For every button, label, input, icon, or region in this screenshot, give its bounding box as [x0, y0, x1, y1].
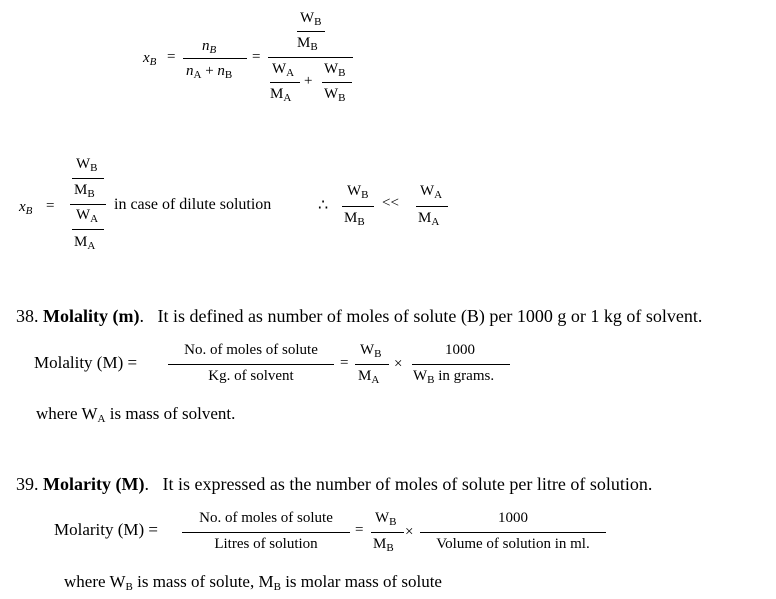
m2: $M_A$ [74, 234, 96, 252]
molality-where: where $W_A$ is mass of solvent. [36, 404, 236, 425]
bottom-w2: $W_B$ [324, 61, 346, 79]
molarity-where: where $W_B$ is mass of solute, $M_B$ is molar mass of solute [64, 572, 442, 593]
molality-ma: $M_A$ [358, 368, 380, 386]
fraction-bar [183, 58, 247, 59]
equals-sign: = [46, 198, 55, 214]
molarity-denominator: Litres of solution [214, 536, 318, 552]
top-m: $M_B$ [297, 35, 318, 53]
xb-lhs: $x_B$ [19, 199, 33, 217]
bar-w1 [72, 178, 104, 179]
molarity-volume: Volume of solution in ml. [436, 536, 590, 552]
equals-sign: = [167, 49, 176, 65]
bottom-bar-1 [270, 82, 300, 83]
equals-sign-2: = [252, 49, 261, 65]
molality-heading: 38. Molality (m). It is defined as number of moles of solute (B) per 1000 g or 1 kg of solvent. [16, 306, 703, 326]
fraction-denominator: $n_A + n_B$ [186, 63, 233, 81]
bottom-bar-2 [322, 82, 352, 83]
bottom-w1: $W_A$ [272, 61, 295, 79]
dilute-text: in case of dilute solution [114, 196, 272, 213]
molarity-wb-bar [371, 532, 404, 533]
molarity-definition: It is expressed as the number of moles of solute per litre of solution. [162, 474, 653, 494]
molarity-heading: 39. Molarity (M). It is expressed as the number of moles of solute per litre of solution. [16, 474, 653, 494]
plus-sign: + [304, 73, 313, 89]
molarity-title: Molarity (M) [43, 474, 145, 494]
molality-wb: $W_B$ [360, 342, 382, 360]
molality-definition: It is defined as number of moles of solute (B) per 1000 g or 1 kg of solvent. [157, 306, 703, 326]
molality-1000-bar [412, 364, 510, 365]
right-w1: $W_B$ [347, 183, 369, 201]
equals-sign: = [355, 522, 364, 538]
molality-lhs: Molality (M) = [34, 353, 138, 372]
right-m1: $M_B$ [344, 210, 365, 228]
times-sign: × [394, 356, 403, 372]
molality-1000: 1000 [445, 342, 475, 358]
equals-sign: = [340, 355, 349, 371]
top-inner-bar [297, 31, 325, 32]
w1: $W_B$ [76, 156, 98, 174]
molarity-wb: $W_B$ [375, 510, 397, 528]
molarity-numerator: No. of moles of solute [199, 510, 333, 526]
bar-w2 [72, 229, 104, 230]
molality-title: Molality (m) [43, 306, 140, 326]
molality-wb-bar [355, 364, 389, 365]
molarity-lhs: Molarity (M) = [54, 520, 159, 539]
molality-fraction-bar [168, 364, 334, 365]
main-bar [70, 204, 106, 205]
top-w: $W_B$ [300, 10, 322, 28]
much-less-than: << [382, 195, 399, 211]
right-bar-2 [416, 206, 448, 207]
right-m2: $M_A$ [418, 210, 440, 228]
w2: $W_A$ [76, 207, 99, 225]
molarity-1000: 1000 [498, 510, 528, 526]
bottom-m2: $W_B$ [324, 86, 346, 104]
molality-denominator: Kg. of solvent [208, 368, 294, 384]
right-bar-1 [342, 206, 374, 207]
times-sign: × [405, 524, 414, 540]
xb-lhs: $x_B$ [143, 50, 157, 68]
molarity-fraction-bar [182, 532, 350, 533]
molarity-1000-bar [420, 532, 606, 533]
right-w2: $W_A$ [420, 183, 443, 201]
molality-wb-grams: $W_B$ in grams. [413, 368, 495, 386]
molality-numerator: No. of moles of solute [184, 342, 318, 358]
fraction-numerator: $n_B$ [202, 38, 217, 56]
bottom-m1: $M_A$ [270, 86, 292, 104]
main-fraction-bar [268, 57, 353, 58]
therefore-symbol: ∴ [318, 197, 329, 214]
molarity-mb: $M_B$ [373, 536, 394, 554]
m1: $M_B$ [74, 182, 95, 200]
